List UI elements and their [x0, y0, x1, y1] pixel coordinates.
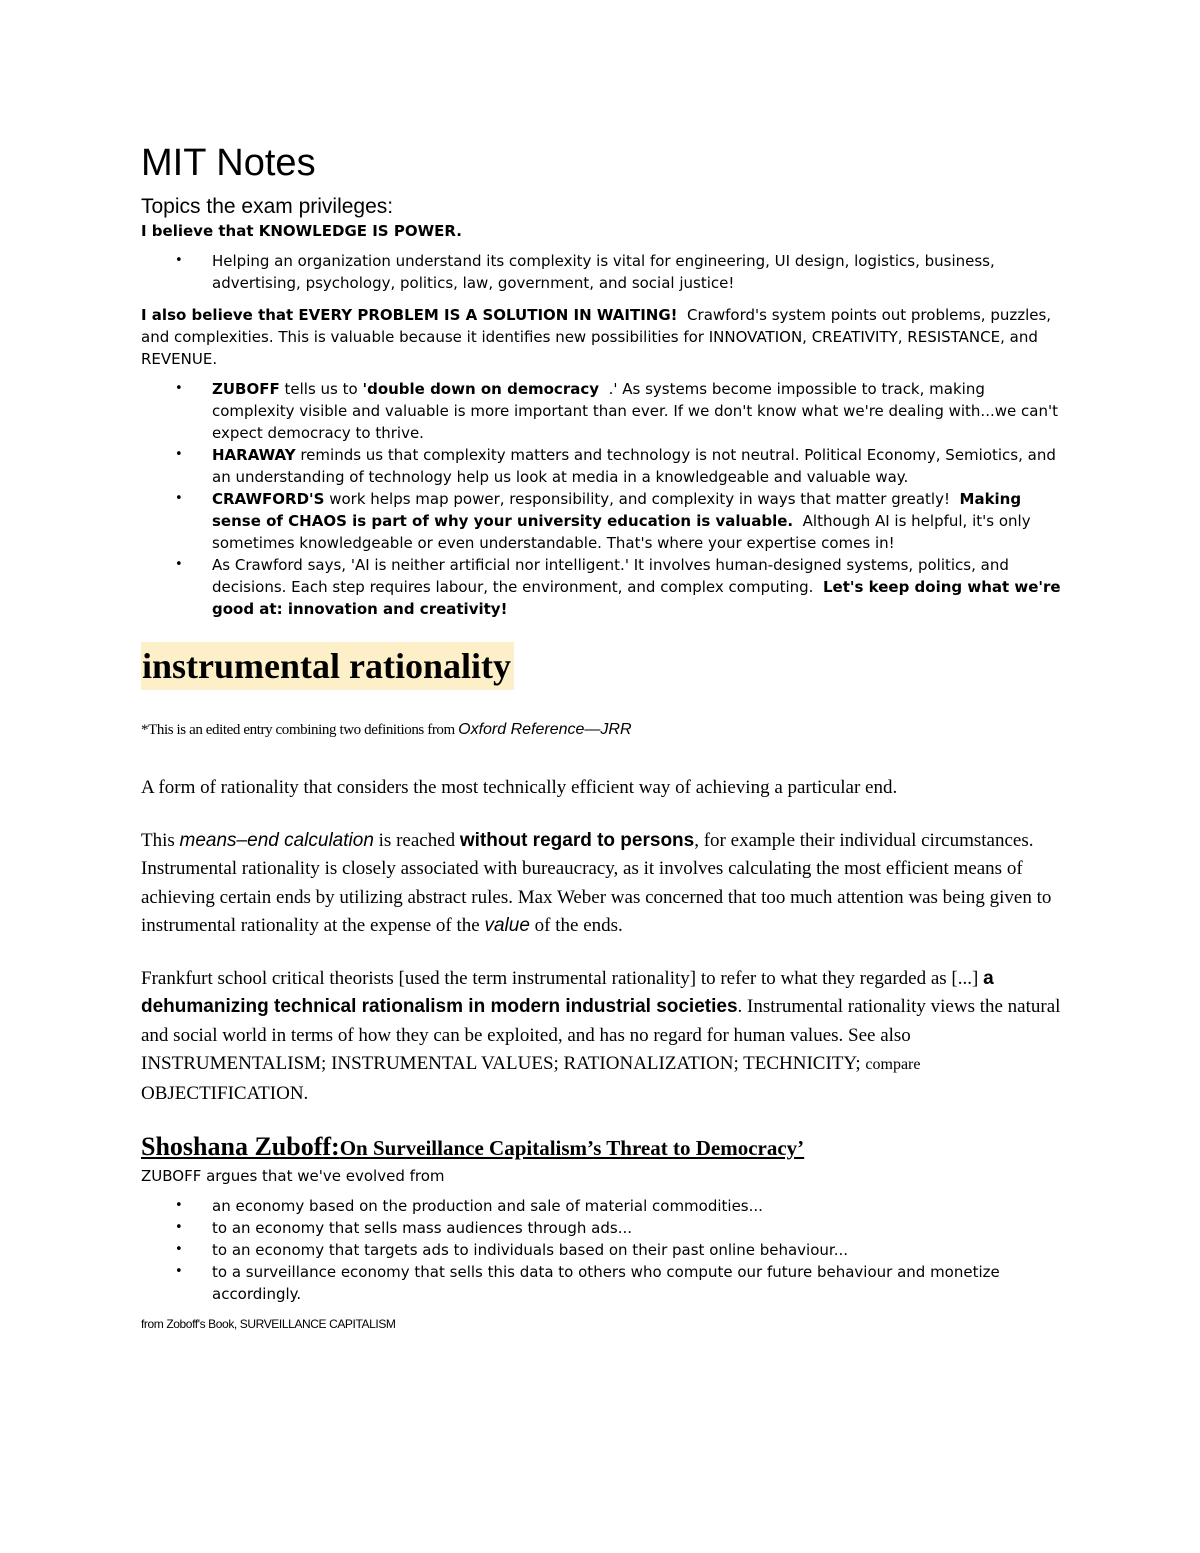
list-item-ai-quote: • As Crawford says, 'AI is neither artificial nor intelligent.' It involves human-designed systems, politics, and decisions. Each step requires labour, the environment, and complex computing. Let's keep doing what we're good at: innovation and creativity! — [212, 554, 1066, 620]
entry-heading: instrumental rationality — [141, 642, 514, 690]
list-item: • to a surveillance economy that sells this data to others who compute our future behaviour and monetize accordingly. — [212, 1261, 1066, 1305]
bullet-list-economies — [141, 1195, 1066, 1305]
zuboff-heading: Shoshana Zuboff:On Surveillance Capitalism’s Threat to Democracy’ — [141, 1132, 805, 1161]
list-item: • to an economy that targets ads to individuals based on their past online behaviour... — [212, 1239, 1066, 1261]
footer-source: from Zoboff's Book, SURVEILLANCE CAPITALISM — [141, 1317, 396, 1331]
list-item: • to an economy that sells mass audiences through ads... — [212, 1217, 1066, 1239]
list-item-haraway: • HARAWAY reminds us that complexity matters and technology is not neutral. Political Economy, Semiotics, and an understanding of technology help us look at media in a knowledgeable and valuable way. — [212, 444, 1066, 488]
list-item: • Helping an organization understand its complexity is vital for engineering, UI design, logistics, business, advertising, psychology, politics, law, government, and social justice! — [212, 250, 1066, 294]
list-item-crawford: • CRAWFORD'S work helps map power, responsibility, and complexity in ways that matter greatly! Making sense of CHAOS is part of why your university education is valuable. Although AI is helpful, it's only sometimes knowledgeable or even understandable. That's where your expertise comes in! — [212, 488, 1066, 554]
entry-heading-wrap — [141, 642, 1066, 690]
definition-paragraph-2: This means–end calculation is reached without regard to persons, for example their individual circumstances. Instrumental rationality is closely associated with bureaucracy, as it involves calculating the most efficient means of achieving certain ends by utilizing abstract rules. Max Weber was concerned that too much attention was being given to instrumental rationality at the expense of the value of the ends. — [141, 829, 1052, 936]
document-title: MIT Notes — [141, 142, 316, 184]
list-item-zuboff: • ZUBOFF tells us to 'double down on democracy .' As systems become impossible to track, making complexity visible and valuable is more important than ever. If we don't know what we're dealing with...we can't expect democracy to thrive. — [212, 378, 1066, 444]
knowledge-statement: I believe that KNOWLEDGE IS POWER. — [141, 222, 462, 240]
problem-paragraph: I also believe that EVERY PROBLEM IS A SOLUTION IN WAITING! Crawford's system points out problems, puzzles, and complexities. This is valuable because it identifies new possibilities for INNOVATION, CREATIVITY, RESISTANCE, and REVENUE. — [141, 306, 1052, 368]
entry-note: *This is an edited entry combining two definitions from Oxford Reference—JRR — [141, 721, 632, 738]
bullet-list-topics — [141, 250, 1066, 294]
definition-paragraph-3: Frankfurt school critical theorists [used the term instrumental rationality] to refer to what they regarded as [...] a dehumanizing technical rationalism in modern industrial societies. Instrumental rationality views the natural and social world in terms of how they can be exploited, and has no regard for human values. See also INSTRUMENTALISM; INSTRUMENTAL VALUES; RATIONALIZATION; TECHNICITY; compare OBJECTIFICATION. — [141, 967, 1061, 1104]
document-subtitle: Topics the exam privileges: — [141, 195, 394, 218]
definition-paragraph-1: A form of rationality that considers the most technically efficient way of achieving a particular end. — [141, 777, 898, 798]
bullet-list-theorists — [141, 378, 1066, 620]
document-page — [141, 138, 1066, 1333]
zuboff-intro: ZUBOFF argues that we've evolved from — [141, 1167, 445, 1185]
list-item: • an economy based on the production and sale of material commodities... — [212, 1195, 1066, 1217]
